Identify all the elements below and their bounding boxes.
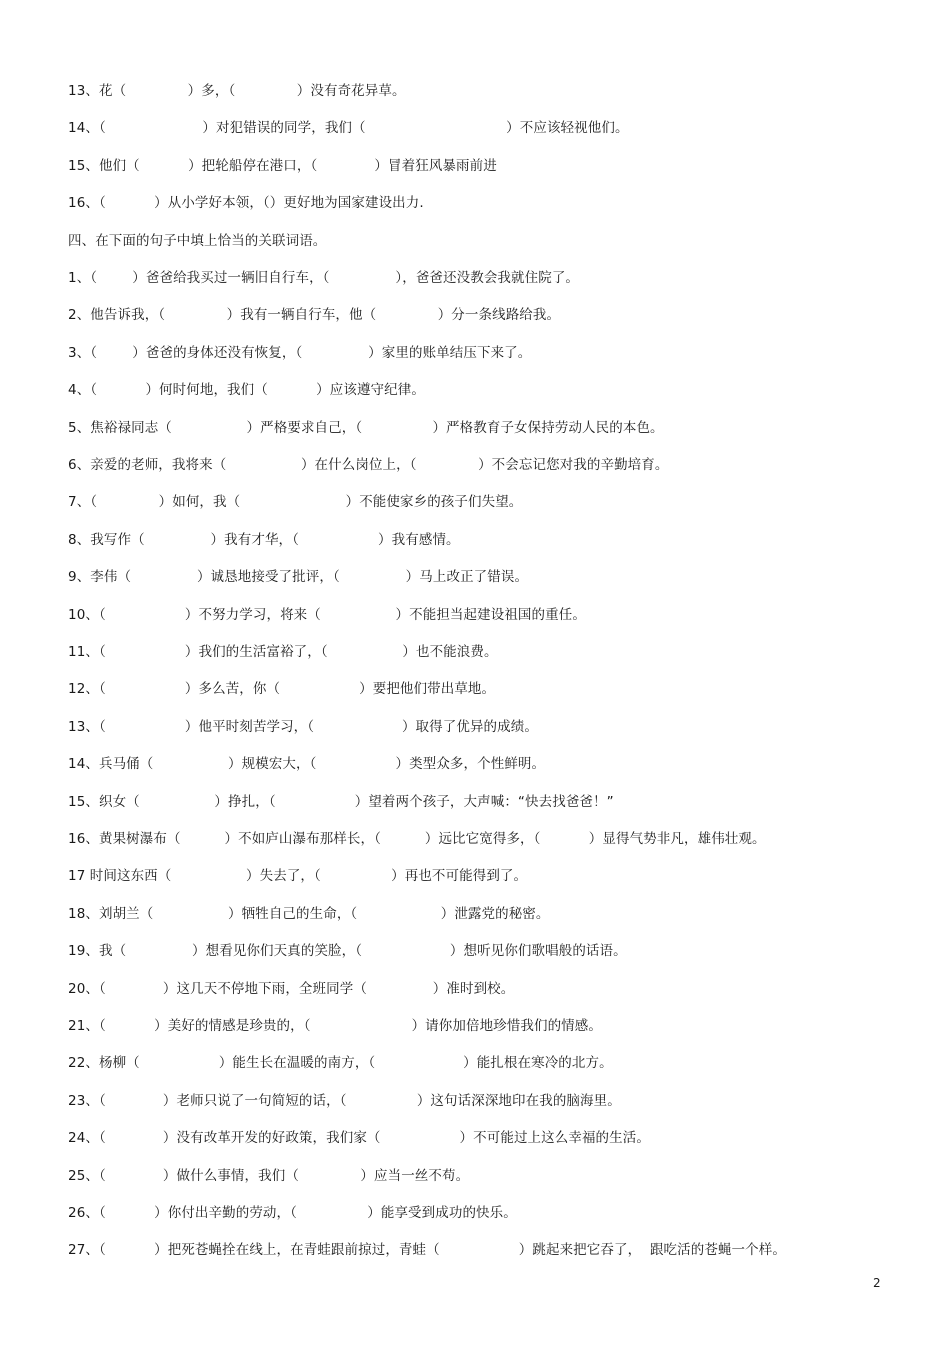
exercise-line: 12、（ ）多么苦，你（ ）要把他们带出草地。 [68,681,496,698]
exercise-line: 19、我（ ）想看见你们天真的笑脸，（ ）想听见你们歌唱般的话语。 [68,943,627,960]
exercise-line: 9、李伟（ ）诚恳地接受了批评，（ ）马上改正了错误。 [68,569,529,586]
exercise-line: 21、（ ）美好的情感是珍贵的，（ ）请你加倍地珍惜我们的情感。 [68,1018,602,1034]
exercise-line: 17 时间这东西（ ）失去了，（ ）再也不可能得到了。 [68,868,528,885]
exercise-line: 15、织女（ ）挣扎，（ ）望着两个孩子，大声喊：“快去找爸爸！” [68,793,614,810]
exercise-line: 3、（ ）爸爸的身体还没有恢复，（ ）家里的账单结压下来了。 [68,344,532,361]
exercise-line: 18、刘胡兰（ ）牺牲自己的生命，（ ）泄露党的秘密。 [68,905,550,922]
exercise-line: 8、我写作（ ）我有才华，（ ）我有感情。 [68,531,460,548]
exercise-line: 27、（ ）把死苍蝇拴在线上，在青蛙跟前掠过，青蛙（ ）跳起来把它吞了， 跟吃活的苍蝇一个样。 [68,1242,786,1259]
exercise-line: 13、花（ ）多，（ ）没有奇花异草。 [68,83,406,99]
page-number: 2 [873,1276,881,1290]
exercise-line: 10、（ ）不努力学习，将来（ ）不能担当起建设祖国的重任。 [68,606,586,623]
exercise-line: 16、黄果树瀑布（ ）不如庐山瀑布那样长，（ ）远比它宽得多，（ ）显得气势非凡，雄伟壮观。 [68,831,766,847]
exercise-line: 6、亲爱的老师，我将来（ ）在什么岗位上，（ ）不会忘记您对我的辛勤培育。 [68,457,669,473]
exercise-line: 25、（ ）做什么事情，我们（ ）应当一丝不苟。 [68,1167,470,1184]
exercise-line: 15、他们（ ）把轮船停在港口，（ ）冒着狂风暴雨前进 [68,157,497,174]
exercise-line: 16、（ ）从小学好本领，（）更好地为国家建设出力. [68,195,424,212]
exercise-line: 7、（ ）如何，我（ ）不能使家乡的孩子们失望。 [68,494,523,511]
exercise-line: 24、（ ）没有改革开发的好政策，我们家（ ）不可能过上这么幸福的生活。 [68,1130,650,1147]
exercise-line: 13、（ ）他平时刻苦学习，（ ）取得了优异的成绩。 [68,718,538,735]
exercise-line: 2、他告诉我，（ ）我有一辆自行车，他（ ）分一条线路给我。 [68,307,561,324]
exercise-line: 14、（ ）对犯错误的同学，我们（ ）不应该轻视他们。 [68,120,629,137]
exercise-line: 22、杨柳（ ）能生长在温暖的南方，（ ）能扎根在寒冷的北方。 [68,1055,613,1072]
exercise-line: 23、（ ）老师只说了一句简短的话，（ ）这句话深深地印在我的脑海里。 [68,1092,621,1109]
exercise-line: 5、焦裕禄同志（ ）严格要求自己，（ ）严格教育子女保持劳动人民的本色。 [68,419,664,436]
exercise-line: 11、（ ）我们的生活富裕了，（ ）也不能浪费。 [68,644,498,660]
exercise-line: 26、（ ）你付出辛勤的劳动，（ ）能享受到成功的快乐。 [68,1205,517,1221]
exercise-line: 1、（ ）爸爸给我买过一辆旧自行车，（ ），爸爸还没教会我就住院了。 [68,270,580,286]
section-heading: 四、在下面的句子中填上恰当的关联词语。 [68,232,327,249]
exercise-line: 14、兵马俑（ ）规模宏大，（ ）类型众多，个性鲜明。 [68,756,546,773]
exercise-line: 4、（ ）何时何地，我们（ ）应该遵守纪律。 [68,382,425,399]
exercise-line: 20、（ ）这几天不停地下雨，全班同学（ ）准时到校。 [68,980,515,997]
